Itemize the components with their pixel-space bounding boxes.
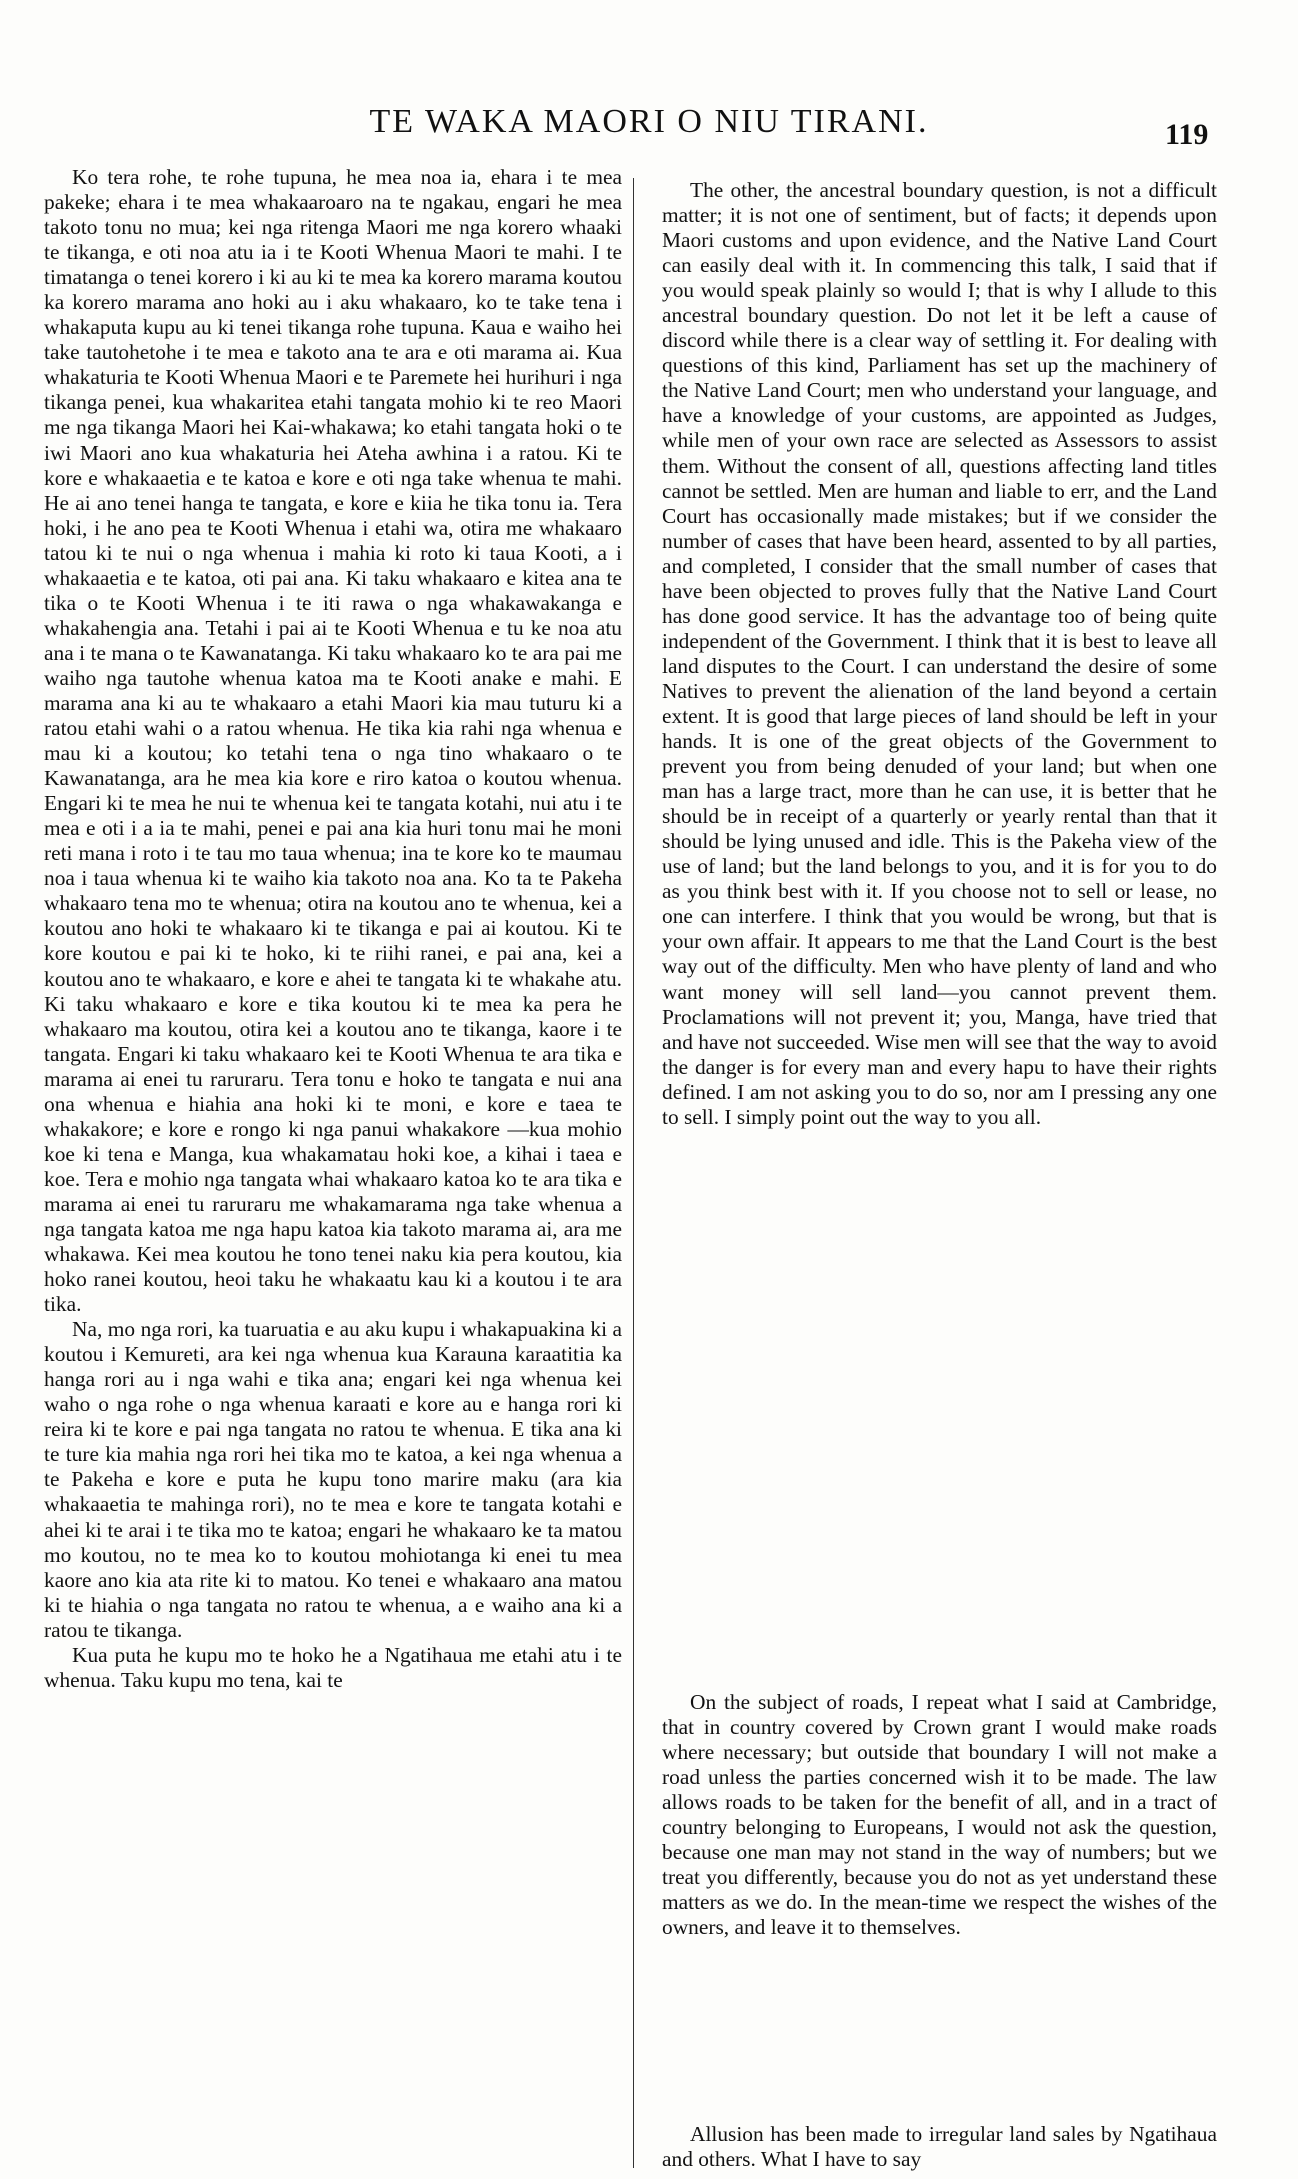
maori-paragraph-roads: Na, mo nga rori, ka tuaruatia e au aku kupu i whakapuakina ki a koutou i Kemureti, ara kei nga whenua kua Karauna karaatitia ka hanga rori au i nga wahi e tika ana; engari kei nga whenua kei waho o nga rohe o nga whenua karaati e kore au e hanga rori ki reira ki te kore e pai nga tangata no ratou te whenua. E tika ana ki te ture kia mahia nga rori hei tika mo te katoa, a kei nga whenua a te Pakeha e kore e puta he kupu tono marire maku (ara kia whakaaetia te mahinga rori), no te mea e kore te tangata kotahi e ahei ki te arai i te tika mo te katoa; engari he whakaaro ke ta matou mo koutou, no te mea ko to koutou mohiotanga ki enei tu mea kaore ano kia ata rite ki to matou. Ko tenei e whakaaro ana matou ki te hiahia o nga tangata no ratou te whenua, a e waiho ana ki a ratou te tikanga. (44, 1317, 622, 1642)
english-text-column (662, 178, 1217, 1130)
column-divider (633, 178, 634, 2168)
running-title: TE WAKA MAORI O NIU TIRANI. (369, 103, 929, 140)
english-paragraph-boundary: The other, the ancestral boundary question, is not a difficult matter; it is not one of sentiment, but of facts; it depends upon Maori customs and upon evidence, and the Native Land Court can easily deal with it. In commencing this talk, I said that if you would speak plainly so would I; that is why I allude to this ancestral boundary question. Do not let it be left a cause of discord while there is a clear way of settling it. For dealing with questions of this kind, Parliament has set up the machinery of the Native Land Court; men who understand your language, and have a knowledge of your customs, are appointed as Judges, while men of your own race are selected as Assessors to assist them. Without the consent of all, questions affecting land titles cannot be settled. Men are human and liable to err, and the Land Court has occasionally made mistakes; but if we consider the number of cases that have been heard, assented to by all parties, and completed, I consider that the small number of cases that have been objected to proves fully that the Native Land Court has done good service. It has the advantage too of being quite independent of the Government. I think that it is best to leave all land disputes to the Court. I can understand the desire of some Natives to prevent the alienation of the land beyond a certain extent. It is good that large pieces of land should be left in your hands. It is one of the great objects of the Government to prevent you from being denuded of your land; but when one man has a large tract, more than he can use, it is better that he should be in receipt of a quarterly or yearly rental than that it should be lying unused and idle. This is the Pakeha view of the use of land; but the land belongs to you, and it is for you to do as you think best with it. If you choose not to sell or lease, no one can interfere. I think that you would be wrong, but that is your own affair. It appears to me that the Land Court is the best way out of the difficulty. Men who have plenty of land and who want money will sell land—you cannot prevent them. Proclamations will not prevent it; you, Manga, have tried that and have not succeeded. Wise men will see that the way to avoid the danger is for every man and every hapu to have their rights defined. I am not asking you to do so, nor am I pressing any one to sell. I simply point out the way to you all. (662, 178, 1217, 1129)
maori-paragraph-land-sales: Kua puta he kupu mo te hoko he a Ngatihaua me etahi atu i te whenua. Taku kupu mo tena, kai te (44, 1642, 622, 1692)
english-paragraph-land-sales: Allusion has been made to irregular land sales by Ngatihaua and others. What I have to say (662, 2122, 1217, 2172)
english-roads-block (662, 1690, 1217, 1940)
english-paragraph-roads: On the subject of roads, I repeat what I said at Cambridge, that in country covered by Crown grant I would make roads where necessary; but outside that boundary I will not make a road unless the parties concerned wish it to be made. The law allows roads to be taken for the benefit of all, and in a tract of country belonging to Europeans, I would not ask the question, because one man may not stand in the way of numbers; but we treat you differently, because you do not as yet understand these matters as we do. In the mean-time we respect the wishes of the owners, and leave it to themselves. (662, 1690, 1217, 1940)
page-number: 119 (1165, 118, 1209, 151)
english-land-sales-block (662, 2122, 1217, 2172)
maori-paragraph-boundary: Ko tera rohe, te rohe tupuna, he mea noa ia, ehara i te mea pakeke; ehara i te mea whakaaroaro na te ngakau, engari he mea takoto tonu no mua; kei nga ritenga Maori me nga korero whaaki te tikanga, e oti noa atu ia i te Kooti Whenua Maori te mahi. I te timatanga o tenei korero i ki au ki te mea ka korero marama koutou ka korero marama ano hoki au i aku whakaaro, ko te take tena i whakaputa kupu au ki tenei tikanga rohe tupuna. Kaua e waiho hei take tautohetohe i te mea e takoto ana te ara e oti marama ai. Kua whakaturia te Kooti Whenua Maori e te Paremete hei hurihuri i nga tikanga penei, kua whakaritea etahi tangata mohio ki te reo Maori me nga tikanga Maori hei Kai-whakawa; ko etahi tangata hoki o te iwi Maori ano kua whakaturia hei Ateha awhina i a ratou. Ki te kore e whakaaetia e te katoa e kore e oti nga take whenua te mahi. He ai ano tenei hanga te tangata, e kore e kiia he tika tonu ia. Tera hoki, i he ano pea te Kooti Whenua i etahi wa, otira me whakaaro tatou ki te nui o nga whenua i mahia ki roto ki taua Kooti, a i whakaaetia e te katoa, oti pai ana. Ki taku whakaaro e kitea ana te tika o te Kooti Whenua i te iti rawa o nga whakawakanga e whakahengia ana. Tetahi i pai ai te Kooti Whenua e tu ke noa atu ana i te mana o te Kawanatanga. Ki taku whakaaro ko te ara pai me waiho nga tautohe whenua katoa ma te Kooti anake e mahi. E marama ana ki au te whakaaro a etahi Maori kia mau tuturu ki a ratou etahi wahi o a ratou whenua. He tika kia rahi nga whenua e mau ki a koutou; ko tetahi tena o nga tino whakaaro o te Kawanatanga, ara he mea kia kore e riro katoa o koutou whenua. Engari ki te mea he nui te whenua kei te tangata kotahi, nui atu i te mea e oti i a ia te mahi, penei e pai ana kia huri tonu mai he moni reti mana i roto i te tau mo taua whenua; ina te kore ko te maumau noa i taua whenua ki te waiho kia takoto noa ana. Ko ta te Pakeha whakaaro tena mo te whenua; otira na koutou ano te whenua, kei a koutou ano hoki te whakaaro ki te tikanga e pai ai koutou. Ki te kore koutou e pai ki te hoko, ki te riihi ranei, e pai ana, kei a koutou ano te whakaaro, e kore e ahei te tangata ki te whakahe atu. Ki taku whakaaro e kore e tika koutou ki te mea ka pera he whakaaro ma koutou, otira kei a koutou ano te tikanga, kaore i te tangata. Engari ki taku whakaaro kei te Kooti Whenua te ara tika e marama ai enei tu raruraru. Tera tonu e hoko te tangata e nui ana ona whenua e hiahia ana hoki ki te moni, e kore e taea te whakakore; e kore e rongo ki nga panui whakakore —kua mohio koe ki tena e Manga, kua whakamatau hoki koe, a kihai i taea e koe. Tera e mohio nga tangata whai whakaaro katoa ko te ara tika e marama ai enei tu raruraru me whakamarama nga take whenua a nga tangata katoa me nga hapu katoa kia takoto marama ai, ara me whakawa. Kei mea koutou he tono tenei naku kia pera koutou, kia hoko ranei koutou, heoi taku he whakaatu kau ki a koutou i te ara tika. (44, 165, 622, 1317)
maori-text-column (44, 165, 622, 1693)
